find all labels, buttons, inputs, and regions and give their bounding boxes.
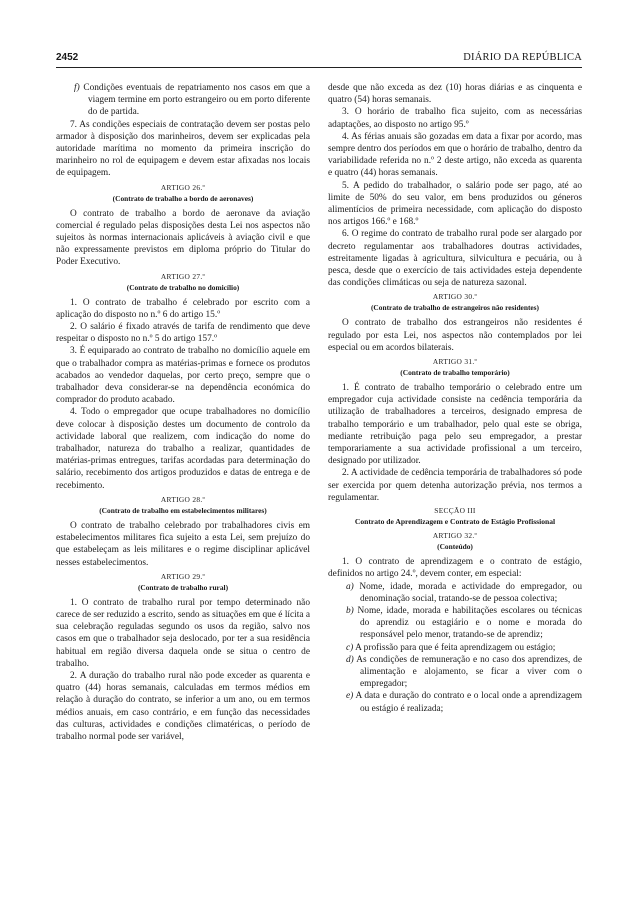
item-marker: b)	[346, 605, 354, 616]
item-marker: c)	[346, 642, 354, 653]
journal-title: DIÁRIO DA REPÚBLICA	[463, 52, 582, 63]
article-28-title: ARTIGO 28.º	[160, 494, 206, 504]
left-column	[56, 82, 310, 743]
item-text: Nome, idade, morada e habilitações escolares ou técnicas do aprendiz ou estagiário e o nome e morada do responsável pelo menor, tratando-se de aprendiz;	[357, 605, 582, 641]
item-text: Nome, idade, morada e actividade do empregador, ou denominação social, tratando-se de pessoa colectiva;	[359, 581, 582, 604]
item-marker: f)	[74, 83, 80, 93]
list-item-e	[328, 690, 582, 714]
article-27-paragraph-3: 3. É equiparado ao contrato de trabalho no domicílio aquele em que o trabalhador compra as matérias-primas e fornece os produtos acabados ao vendedor daquelas, por certo preço, sempre que o trabalhador deva considerar-se na dependência económica do comprador do produto acabado.	[56, 346, 310, 406]
article-27-paragraph-1: 1. O contrato de trabalho é celebrado por escrito com a aplicação do disposto no n.º 6 do artigo 15.º	[56, 297, 310, 320]
article-27-title: ARTIGO 27.º	[160, 271, 206, 281]
article-32-subtitle: (Conteúdo)	[437, 542, 473, 552]
article-29-paragraph-2: 2. A duração do trabalho rural não pode exceder as quarenta e quatro (44) horas semanais, calculadas em termos médios em relação à duração do contrato, se inferior a um ano, ou em termos médios anuais, em caso contrário, e em função das necessidades das culturas, actividades e condições climatéricas, o período de trabalho normal pode ser variável,	[56, 670, 310, 742]
item-marker: d)	[346, 654, 354, 665]
item-text: A data e duração do contrato e o local onde a aprendizagem ou estágio é realizada;	[355, 691, 582, 714]
article-30-paragraph: O contrato de trabalho dos estrangeiros não residentes é regulado por esta Lei, nos aspectos não contemplados por lei especial ou em acordos bilaterais.	[328, 318, 582, 353]
page-number: 2452	[56, 52, 79, 63]
paragraph-7: 7. As condições especiais de contratação devem ser postas pelo armador à disposição dos marinheiros, devem ser explicadas pela autoridade marítima no momento da primeira inscrição do marinheiro no rol de equipagem e devem estar afixadas nos locais de equipagem.	[56, 119, 310, 179]
item-marker: e)	[346, 691, 354, 702]
article-29-paragraph-6: 6. O regime do contrato de trabalho rural pode ser alargado por decreto regulamentar aos trabalhadores doutras actividades, estreitamente ligadas à agricultura, silvicultura e pecuária, ou à pesca, desde que o exercício de tais actividades esteja dependente das condições climáticas ou seja de natureza sazonal.	[328, 229, 582, 289]
article-29-paragraph-5: 5. A pedido do trabalhador, o salário pode ser pago, até ao limite de 50% do seu valor, em bens produzidos ou géneros alimentícios de primeira necessidade, com aplicação do disposto nos artigos 166.º e 168.º	[328, 180, 582, 228]
list-item-f	[56, 82, 310, 119]
list-item-c	[328, 642, 582, 654]
item-text: As condições de remuneração e no caso dos aprendizes, de alimentação e alojamento, se ficar a viver com o empregador;	[356, 654, 582, 690]
article-27-paragraph-2: 2. O salário é fixado através de tarifa de rendimento que deve respeitar o disposto no n.º 5 do artigo 157.º	[56, 322, 310, 345]
article-32-title: ARTIGO 32.º	[432, 531, 478, 541]
article-29-paragraph-1: 1. O contrato de trabalho rural por tempo determinado não carece de ser reduzido a escrito, sendo as situações em que é lícita a sua celebração reguladas segundo os usos da região, salvo nos casos em que o trabalhador seja deslocado, por ter a sua residência habitual em região diversa daquela onde se situa o centro de trabalho.	[56, 597, 310, 669]
article-31-subtitle: (Contrato de trabalho temporário)	[400, 368, 510, 378]
header-rule	[56, 67, 582, 68]
article-26-title: ARTIGO 26.º	[160, 182, 206, 192]
article-29-subtitle: (Contrato de trabalho rural)	[137, 582, 229, 592]
item-marker: a)	[346, 581, 354, 592]
article-28-subtitle: (Contrato de trabalho em estabelecimentos militares)	[99, 505, 267, 515]
article-30-subtitle: (Contrato de trabalho de estrangeiros não residentes)	[370, 303, 540, 313]
article-31-title: ARTIGO 31.º	[432, 357, 478, 367]
article-29-paragraph-4: 4. As férias anuais são gozadas em data a fixar por acordo, mas sempre dentro dos períodos em que o horário de trabalho, dentro da variabilidade referida no n.º 2 deste artigo, não exceda as quarenta e quatro (44) horas semanais.	[328, 131, 582, 179]
list-item-b	[328, 605, 582, 642]
article-32-paragraph-1: 1. O contrato de aprendizagem e o contrato de estágio, definidos no artigo 24.º, devem conter, em especial:	[328, 557, 582, 580]
article-26-paragraph: O contrato de trabalho a bordo de aeronave da aviação comercial é regulado pelas disposições desta Lei nos aspectos não sujeitos às normas internacionais aplicáveis à aviação civil e que não expressamente previstos em diploma próprio do Titular do Poder Executivo.	[56, 208, 310, 268]
article-29-paragraph-3: 3. O horário de trabalho fica sujeito, com as necessárias adaptações, ao disposto no artigo 95.º	[328, 107, 582, 130]
article-27-subtitle: (Contrato de trabalho no domicílio)	[126, 282, 240, 292]
list-item-d	[328, 654, 582, 691]
list-item-a	[328, 581, 582, 605]
article-26-subtitle: (Contrato de trabalho a bordo de aeronaves)	[112, 193, 254, 203]
article-29-title: ARTIGO 29.º	[160, 571, 206, 581]
section-title: SECÇÃO III	[434, 506, 476, 516]
section-subtitle: Contrato de Aprendizagem e Contrato de Estágio Profissional	[354, 517, 556, 527]
continued-paragraph: desde que não exceda as dez (10) horas diárias e as cinquenta e quatro (54) horas semanais.	[328, 83, 582, 106]
item-text: A profissão para que é feita aprendizagem ou estágio;	[355, 642, 556, 653]
page-header	[56, 52, 582, 66]
article-27-paragraph-4: 4. Todo o empregador que ocupe trabalhadores no domicílio deve colocar à disposição destes um documento de controlo da actividade laboral que realizem, com indicação do nome do trabalhador, natureza do trabalho a realizar, quantidades de matérias-primas entregues, tarifas acordadas para determinação do salário, recebimento dos artigos produzidos e datas de entrega e de recebimento.	[56, 407, 310, 491]
right-column	[328, 82, 582, 715]
article-28-paragraph: O contrato de trabalho celebrado por trabalhadores civis em estabelecimentos militares fica sujeito a esta Lei, sem prejuízo do que estabeleçam as leis militares e o regime disciplinar aplicável nesses estabelecimentos.	[56, 520, 310, 568]
article-31-paragraph-2: 2. A actividade de cedência temporária de trabalhadores só pode ser exercida por quem detenha autorização prévia, nos termos a regulamentar.	[328, 468, 582, 503]
item-text: Condições eventuais de repatriamento nos casos em que a viagem termine em porto estrangeiro ou em porto diferente do de partida.	[83, 83, 310, 118]
article-31-paragraph-1: 1. É contrato de trabalho temporário o celebrado entre um empregador cuja actividade consiste na cedência temporária da utilização de trabalhadores a terceiros, designado empresa de trabalho temporário e um trabalhador, pelo qual este se obriga, mediante retribuição paga pelo seu empregador, a prestar temporariamente a sua actividade profissional a um terceiro, designado por utilizador.	[328, 383, 582, 467]
article-30-title: ARTIGO 30.º	[432, 292, 478, 302]
